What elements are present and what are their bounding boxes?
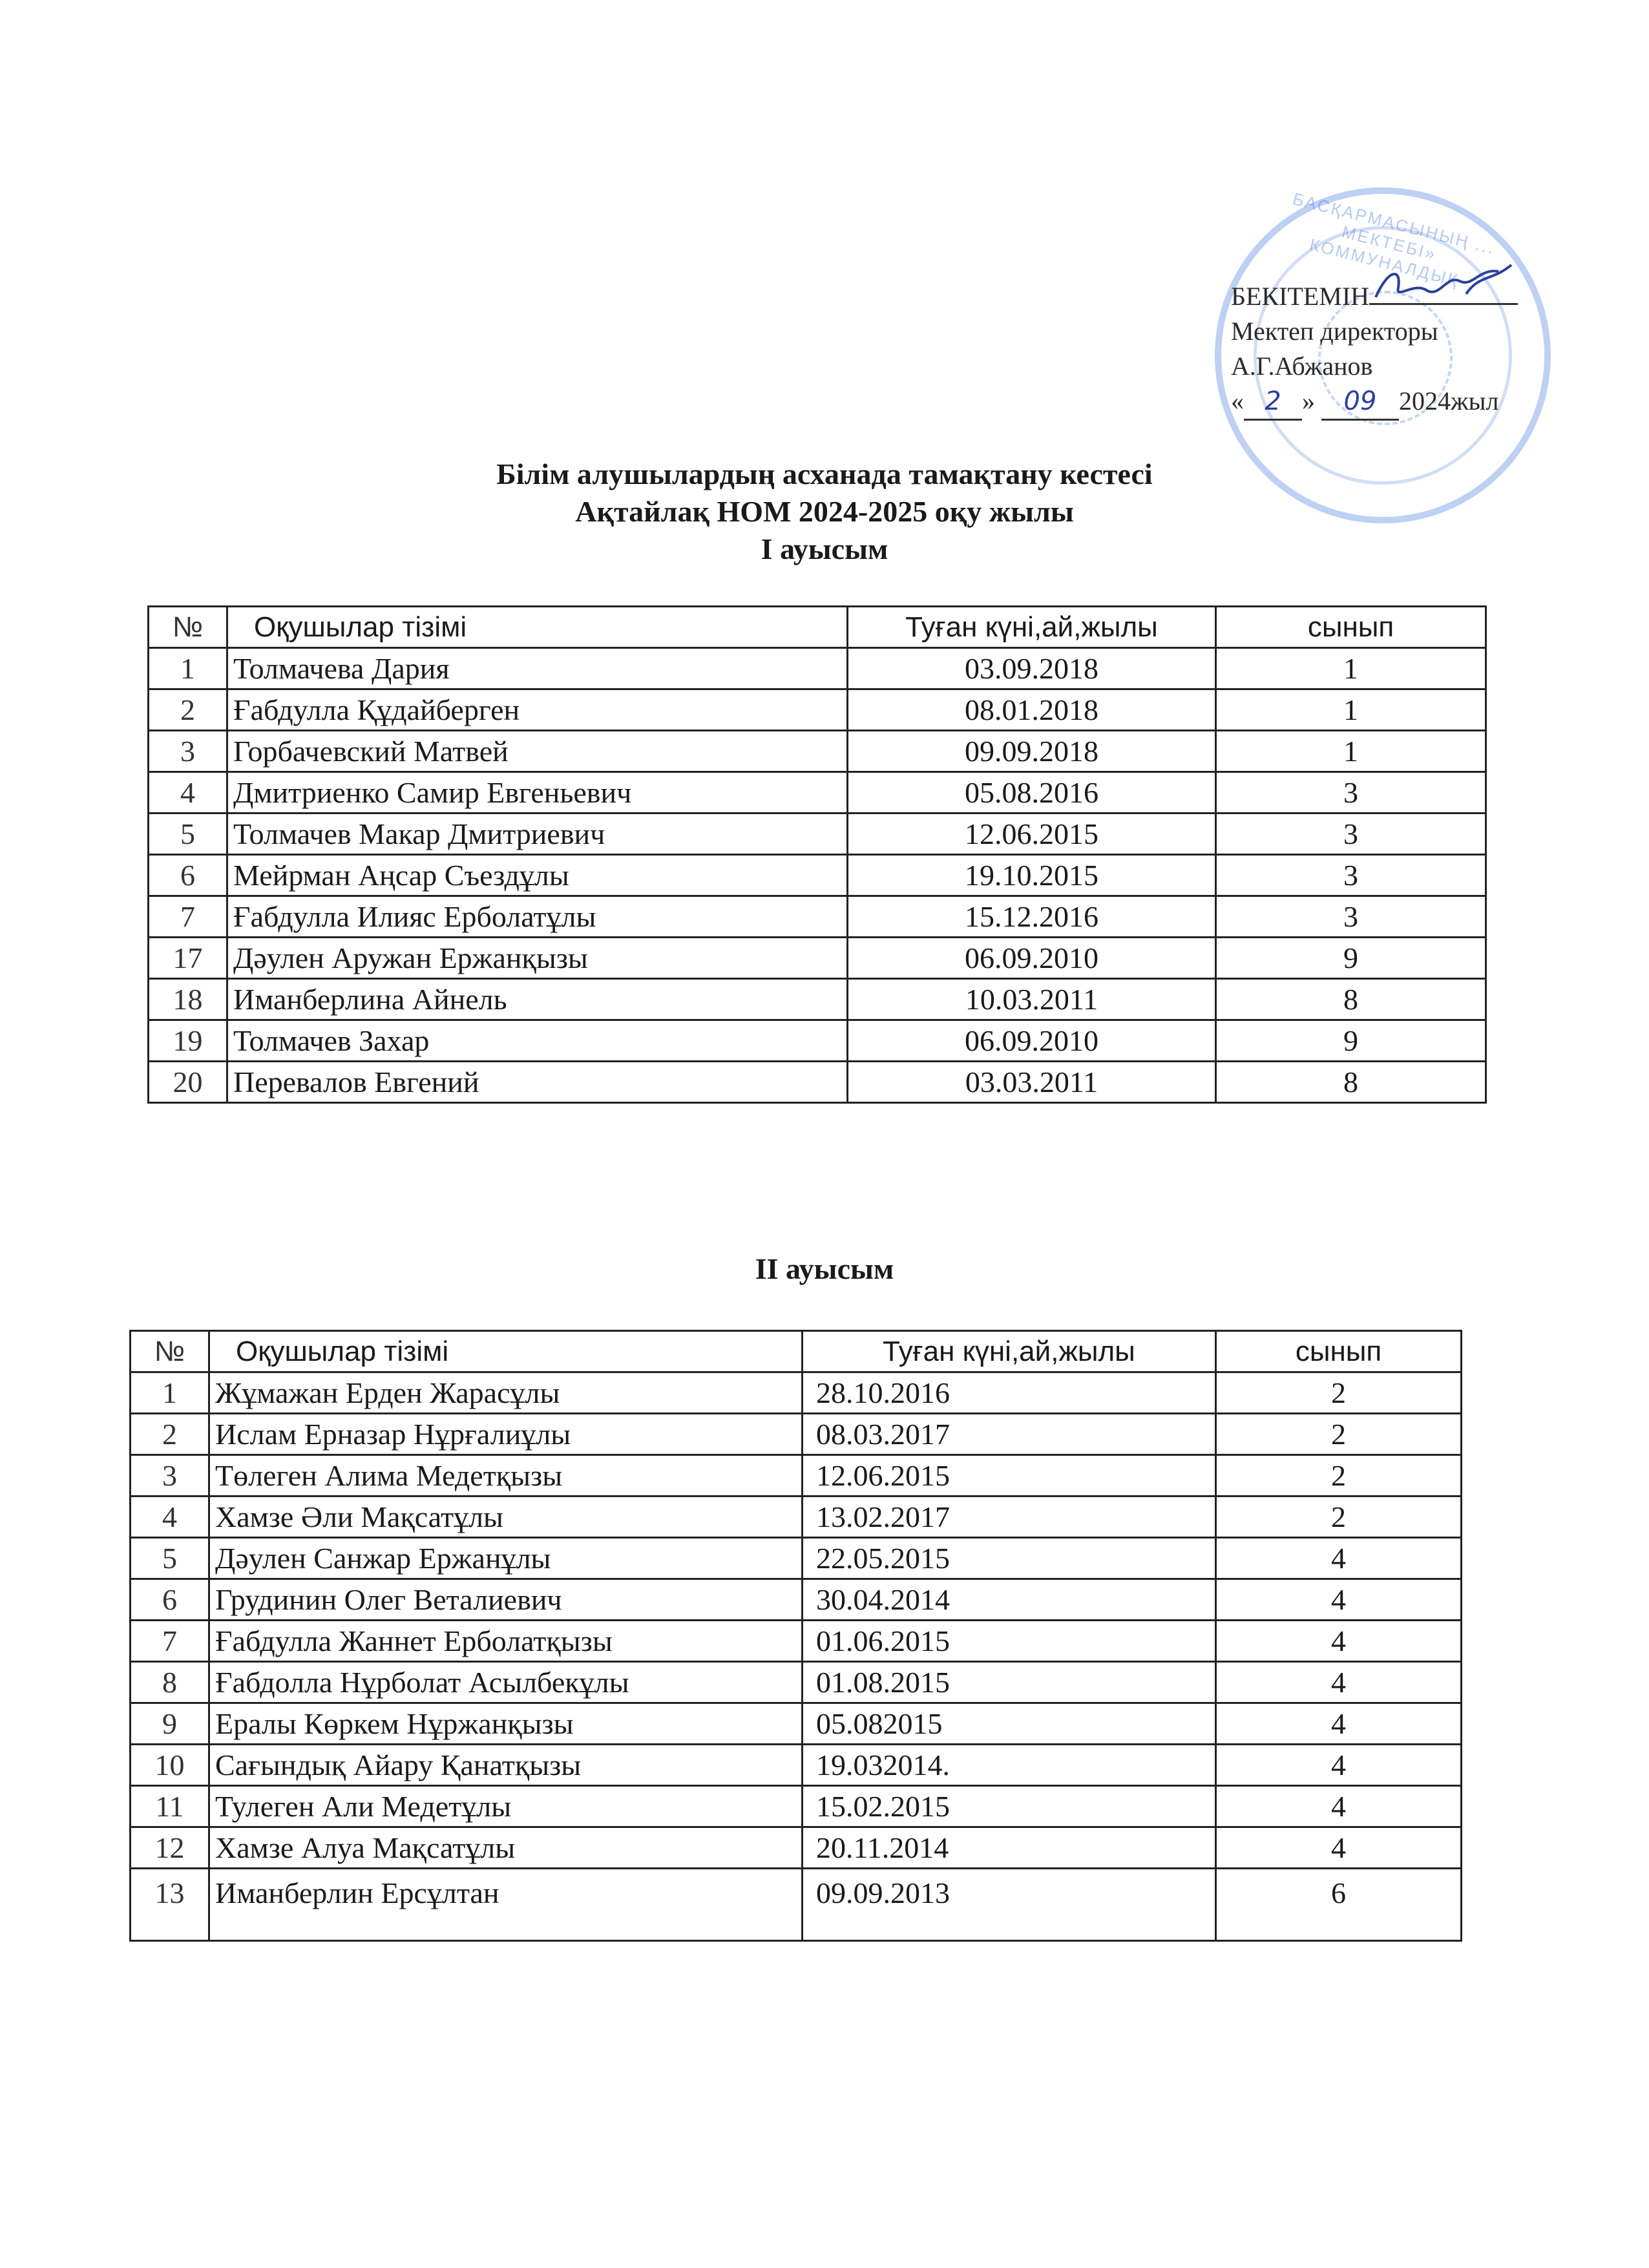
student-name: Толмачев Макар Дмитриевич xyxy=(227,814,848,855)
table-header-row xyxy=(149,607,1486,648)
row-number: 2 xyxy=(149,689,227,731)
row-number: 17 xyxy=(149,938,227,979)
table-row xyxy=(149,855,1486,896)
grade-cell: 4 xyxy=(1216,1538,1462,1579)
grade-cell: 2 xyxy=(1216,1372,1462,1414)
table-row xyxy=(149,731,1486,772)
grade-cell: 4 xyxy=(1216,1703,1462,1745)
birth-date: 15.12.2016 xyxy=(848,896,1216,938)
student-name: Жұмажан Ерден Жарасұлы xyxy=(209,1372,803,1414)
row-number: 6 xyxy=(131,1579,209,1621)
student-name: Сағындық Айару Қанатқызы xyxy=(209,1745,803,1786)
grade-cell: 4 xyxy=(1216,1786,1462,1827)
approval-month: 09 xyxy=(1321,384,1399,421)
birth-date: 03.09.2018 xyxy=(848,648,1216,689)
grade-cell: 6 xyxy=(1216,1869,1462,1941)
row-number: 20 xyxy=(149,1062,227,1103)
table-row xyxy=(131,1496,1462,1538)
approval-position: Мектеп директоры xyxy=(1231,317,1438,346)
title-line-1: Білім алушылардың асханада тамақтану кестесі xyxy=(496,457,1153,490)
student-name: Ғабдолла Нұрболат Асылбекұлы xyxy=(209,1662,803,1703)
row-number: 7 xyxy=(131,1621,209,1662)
student-name: Ислам Ерназар Нұрғалиұлы xyxy=(209,1414,803,1455)
row-number: 19 xyxy=(149,1020,227,1062)
column-header-grade: сынып xyxy=(1216,1331,1462,1372)
grade-cell: 3 xyxy=(1216,772,1486,814)
document-title xyxy=(0,456,1649,568)
table-row xyxy=(149,979,1486,1020)
table-row xyxy=(149,938,1486,979)
shift1-table xyxy=(147,605,1487,1104)
table-row xyxy=(149,896,1486,938)
table-row xyxy=(131,1703,1462,1745)
student-name: Толмачев Захар xyxy=(227,1020,848,1062)
student-name: Мейрман Аңсар Съездұлы xyxy=(227,855,848,896)
approval-heading: БЕКІТЕМІН xyxy=(1231,282,1370,311)
row-number: 1 xyxy=(149,648,227,689)
row-number: 10 xyxy=(131,1745,209,1786)
director-signature xyxy=(1369,275,1518,305)
grade-cell: 2 xyxy=(1216,1414,1462,1455)
grade-cell: 1 xyxy=(1216,689,1486,731)
table-row xyxy=(131,1414,1462,1455)
grade-cell: 1 xyxy=(1216,731,1486,772)
birth-date: 05.082015 xyxy=(803,1703,1216,1745)
table-header-row xyxy=(131,1331,1462,1372)
table-row xyxy=(131,1662,1462,1703)
birth-date: 28.10.2016 xyxy=(803,1372,1216,1414)
grade-cell: 2 xyxy=(1216,1455,1462,1496)
row-number: 3 xyxy=(149,731,227,772)
row-number: 4 xyxy=(149,772,227,814)
table-row xyxy=(131,1745,1462,1786)
shift2-table xyxy=(129,1330,1462,1942)
row-number: 9 xyxy=(131,1703,209,1745)
student-name: Ералы Көркем Нұржанқызы xyxy=(209,1703,803,1745)
grade-cell: 4 xyxy=(1216,1662,1462,1703)
table-row xyxy=(149,1020,1486,1062)
stamp-text: БАСҚАРМАСЫНЫҢ ... МЕКТЕБІ» КОММУНАЛДЫҚ xyxy=(1290,189,1498,291)
column-header-dob: Туған күні,ай,жылы xyxy=(848,607,1216,648)
table-row xyxy=(131,1869,1462,1941)
row-number: 2 xyxy=(131,1414,209,1455)
table-row xyxy=(149,772,1486,814)
grade-cell: 4 xyxy=(1216,1745,1462,1786)
row-number: 18 xyxy=(149,979,227,1020)
birth-date: 09.09.2018 xyxy=(848,731,1216,772)
grade-cell: 9 xyxy=(1216,1020,1486,1062)
grade-cell: 4 xyxy=(1216,1621,1462,1662)
row-number: 8 xyxy=(131,1662,209,1703)
birth-date: 01.06.2015 xyxy=(803,1621,1216,1662)
table-row xyxy=(131,1372,1462,1414)
grade-cell: 8 xyxy=(1216,1062,1486,1103)
column-header-number: № xyxy=(149,607,227,648)
shift1-table-body xyxy=(149,607,1486,1103)
grade-cell: 9 xyxy=(1216,938,1486,979)
student-name: Дәулен Аружан Ержанқызы xyxy=(227,938,848,979)
birth-date: 19.032014. xyxy=(803,1745,1216,1786)
student-name: Грудинин Олег Веталиевич xyxy=(209,1579,803,1621)
student-name: Төлеген Алима Медетқызы xyxy=(209,1455,803,1496)
birth-date: 12.06.2015 xyxy=(803,1455,1216,1496)
grade-cell: 8 xyxy=(1216,979,1486,1020)
row-number: 1 xyxy=(131,1372,209,1414)
approval-director-name: А.Г.Абжанов xyxy=(1231,352,1373,381)
column-header-name: Оқушылар тізімі xyxy=(227,607,848,648)
birth-date: 10.03.2011 xyxy=(848,979,1216,1020)
student-name: Ғабдулла Илияс Ерболатұлы xyxy=(227,896,848,938)
row-number: 11 xyxy=(131,1786,209,1827)
birth-date: 12.06.2015 xyxy=(848,814,1216,855)
grade-cell: 2 xyxy=(1216,1496,1462,1538)
approval-year: 2024жыл xyxy=(1399,386,1499,415)
grade-cell: 3 xyxy=(1216,896,1486,938)
birth-date: 30.04.2014 xyxy=(803,1579,1216,1621)
student-name: Дмитриенко Самир Евгеньевич xyxy=(227,772,848,814)
grade-cell: 4 xyxy=(1216,1827,1462,1869)
table-row xyxy=(131,1827,1462,1869)
student-name: Ғабдулла Құдайберген xyxy=(227,689,848,731)
grade-cell: 3 xyxy=(1216,814,1486,855)
birth-date: 08.03.2017 xyxy=(803,1414,1216,1455)
student-name: Ғабдулла Жаннет Ерболатқызы xyxy=(209,1621,803,1662)
table-row xyxy=(149,689,1486,731)
title-line-2: Ақтайлақ НОМ 2024-2025 оқу жылы xyxy=(575,495,1074,528)
birth-date: 22.05.2015 xyxy=(803,1538,1216,1579)
table-row xyxy=(131,1621,1462,1662)
row-number: 5 xyxy=(131,1538,209,1579)
student-name: Тулеген Али Медетұлы xyxy=(209,1786,803,1827)
row-number: 7 xyxy=(149,896,227,938)
birth-date: 08.01.2018 xyxy=(848,689,1216,731)
approval-date: « 2 » 09 2024жыл xyxy=(1231,384,1518,421)
row-number: 6 xyxy=(149,855,227,896)
column-header-dob: Туған күні,ай,жылы xyxy=(803,1331,1216,1372)
column-header-name: Оқушылар тізімі xyxy=(209,1331,803,1372)
student-name: Иманберлин Ерсұлтан xyxy=(209,1869,803,1941)
birth-date: 13.02.2017 xyxy=(803,1496,1216,1538)
birth-date: 05.08.2016 xyxy=(848,772,1216,814)
table-row xyxy=(149,648,1486,689)
table-row xyxy=(131,1455,1462,1496)
column-header-number: № xyxy=(131,1331,209,1372)
row-number: 3 xyxy=(131,1455,209,1496)
table-row xyxy=(131,1786,1462,1827)
row-number: 5 xyxy=(149,814,227,855)
table-row xyxy=(131,1579,1462,1621)
grade-cell: 4 xyxy=(1216,1579,1462,1621)
approval-day: 2 xyxy=(1244,384,1302,421)
approval-heading-line xyxy=(1231,275,1518,314)
birth-date: 20.11.2014 xyxy=(803,1827,1216,1869)
shift2-table-body xyxy=(131,1331,1462,1941)
approval-block xyxy=(1231,275,1518,421)
student-name: Перевалов Евгений xyxy=(227,1062,848,1103)
grade-cell: 1 xyxy=(1216,648,1486,689)
birth-date: 06.09.2010 xyxy=(848,1020,1216,1062)
student-name: Иманберлина Айнель xyxy=(227,979,848,1020)
row-number: 13 xyxy=(131,1869,209,1941)
birth-date: 19.10.2015 xyxy=(848,855,1216,896)
column-header-grade: сынып xyxy=(1216,607,1486,648)
row-number: 12 xyxy=(131,1827,209,1869)
grade-cell: 3 xyxy=(1216,855,1486,896)
student-name: Горбачевский Матвей xyxy=(227,731,848,772)
student-name: Дәулен Санжар Ержанұлы xyxy=(209,1538,803,1579)
birth-date: 15.02.2015 xyxy=(803,1786,1216,1827)
table-row xyxy=(149,1062,1486,1103)
shift2-title: ІІ ауысым xyxy=(755,1252,894,1285)
student-name: Хамзе Әли Мақсатұлы xyxy=(209,1496,803,1538)
birth-date: 09.09.2013 xyxy=(803,1869,1216,1941)
birth-date: 06.09.2010 xyxy=(848,938,1216,979)
student-name: Толмачева Дария xyxy=(227,648,848,689)
table-row xyxy=(131,1538,1462,1579)
table-row xyxy=(149,814,1486,855)
birth-date: 01.08.2015 xyxy=(803,1662,1216,1703)
student-name: Хамзе Алуа Мақсатұлы xyxy=(209,1827,803,1869)
birth-date: 03.03.2011 xyxy=(848,1062,1216,1103)
title-line-3: І ауысым xyxy=(761,532,888,565)
row-number: 4 xyxy=(131,1496,209,1538)
